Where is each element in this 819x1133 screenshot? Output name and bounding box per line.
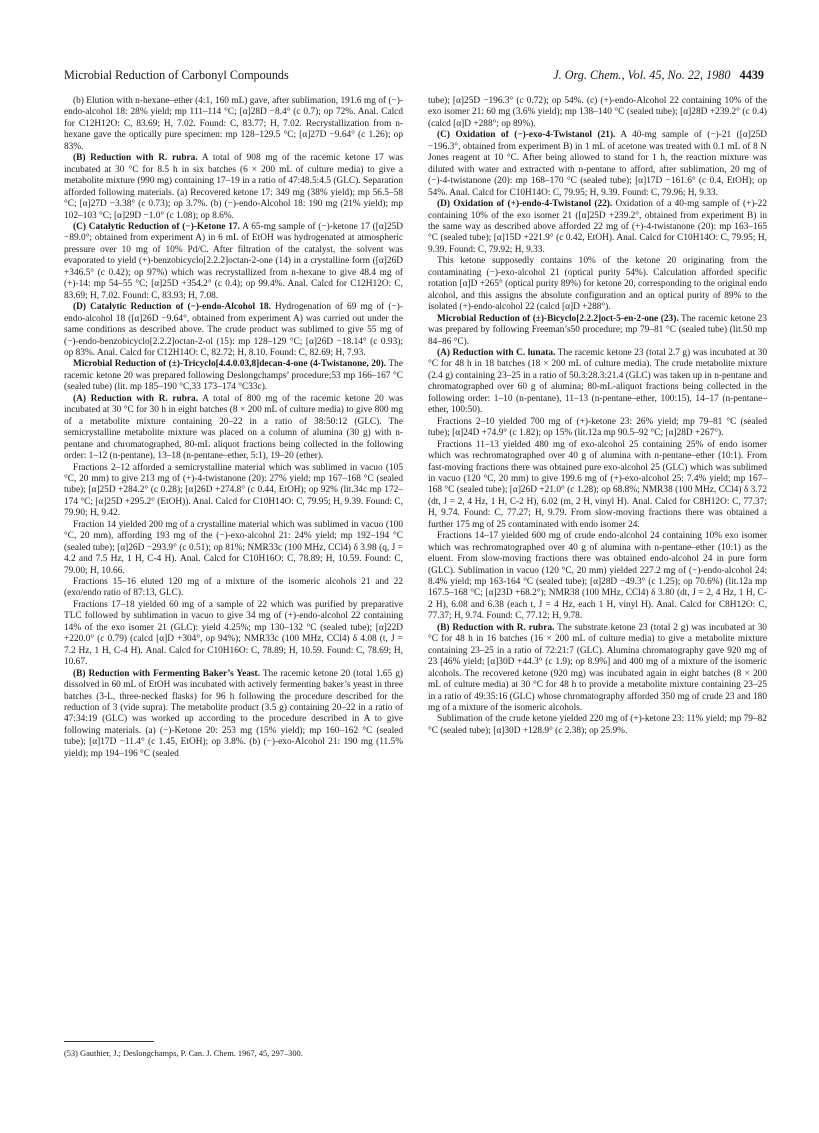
paragraph bbox=[428, 199, 767, 256]
section-heading: (A) Reduction with R. rubra. bbox=[73, 393, 199, 404]
paragraph-text: Fractions 2–10 yielded 700 mg of (+)-ketone 23: 26% yield; mp 79–81 °C (sealed tube); [α]24D +74.9° (c 1.82); op 15% (lit.12a mp 90.5–92 °C; [α]28D +267°). bbox=[428, 416, 767, 439]
paragraph-text: A total of 800 mg of the racemic ketone 20 was incubated at 30 °C for 30 h in eight batches (8 × 200 mL of culture media) to give 800 mg of a metabolite mixture containing 20–22 in a ratio of 38:50:12 (GLC). The semicrystalline metabolite mixture was placed on a column of alumina (30 g) with n-pentane and chromatographed, 80-mL aliquot fractions being collected in the following order: 1–12 (n-pentane), 13–18 (n-pentane–ether, 5:1), 19–20 (ether). bbox=[64, 393, 403, 462]
paragraph-text: A 40-mg sample of (−)-21 ([α]25D −196.3°, obtained from experiment B) in 1 mL of acetone was treated with 0.1 mL of 8 N Jones reagent at 10 °C. After being allowed to stand for 1 h, the reaction mixture was diluted with water and extracted with n-pentane to afford, after sublimation, 20 mg of (−)-4-twistanone (20): mp 168–170 °C (sealed tube); [α]17D −161.6° (c 0.4, EtOH); op 54%. Anal. Calcd for C10H14O: C, 79.95; H, 9.39. Found: C, 79.96; H, 9.33. bbox=[428, 130, 767, 198]
section-heading: Microbial Reduction of (±)-Bicyclo[2.2.2]oct-5-en-2-one (23). bbox=[437, 313, 679, 324]
paragraph bbox=[64, 600, 403, 669]
paragraph bbox=[428, 714, 767, 737]
page-number: 4439 bbox=[739, 68, 764, 82]
paragraph-text: The racemic ketone 23 was prepared by following Freeman’s50 procedure; mp 79–81 °C (sealed tube) (lit.50 mp 84–86 °C). bbox=[428, 313, 767, 347]
paragraph bbox=[64, 96, 403, 153]
section-heading: (B) Reduction with R. rubra. bbox=[437, 622, 555, 633]
header-title: Microbial Reduction of Carbonyl Compounds bbox=[64, 68, 289, 82]
paragraph-text: Oxidation of a 40-mg sample of (+)-22 containing 10% of the exo isomer 21 ([α]25D +239.2°, obtained from experiment B) in the same way as described above afforded 22 mg of (+)-4-twistanone (20): mp 163–165 °C (sealed tube); [α]15D +221.9° (c 0.42, EtOH). Anal. Calcd for C10H14O: C, 79.95; H, 9.39. Found: C, 79.92; H, 9.33. bbox=[428, 199, 768, 255]
section-heading: (D) Catalytic Reduction of (−)-endo-Alcohol 18. bbox=[73, 302, 271, 313]
paragraph-text: The racemic ketone 20 was prepared following Deslongchamps’ procedure;53 mp 166–167 °C (sealed tube) (lit. mp 185–190 °C,33 173–174 °C33c). bbox=[64, 359, 403, 393]
paragraph bbox=[428, 96, 767, 130]
paragraph bbox=[64, 463, 403, 520]
paragraph bbox=[428, 417, 767, 440]
running-header bbox=[64, 68, 764, 84]
paragraph-text: Fraction 14 yielded 200 mg of a crystalline material which was sublimed in vacuo (100 °C, 20 mm), affording 193 mg of the (−)-exo-alcohol 21: 24% yield; mp 192–194 °C (sealed tube); [α]26D −293.9° (c 0.51); op 81%; NMR33c (100 MHz, CCl4) δ 3.98 (q, J = 4.2 and 7.5 Hz, 1 H, C-4 H). Anal. Calcd for C10H16O: C, 78.89; H, 10.59. Found: C, 79.00; H, 10.66. bbox=[64, 519, 403, 576]
header-journal: J. Org. Chem., Vol. 45, No. 22, 1980 4439 bbox=[553, 68, 764, 82]
section-heading: (A) Reduction with C. lunata. bbox=[437, 347, 556, 358]
paragraph bbox=[428, 314, 767, 348]
paragraph bbox=[428, 256, 767, 313]
paragraph bbox=[428, 531, 767, 623]
paragraph bbox=[64, 153, 403, 222]
paragraph-text: Fractions 11–13 yielded 480 mg of exo-alcohol 25 containing 25% of endo isomer which was rechromatographed over 40 g of alumina with n-pentane–ether (10:1). From fast-moving fractions there was obtained pure exo-alcohol 25 (GLC) which was sublimed in vacuo (120 °C, 20 mm) to give 199.6 mg of (+)-exo-alcohol 25: 7.4% yield; mp 167–168 °C (sealed tube); [α]26D +21.0° (c 1.28); op 68.8%; NMR38 (100 MHz, CCl4) δ 3.72 (dt, J = 2, 4 Hz, 1 H, C-2 H), 6.02 (m, 2 H, vinyl H). Anal. Calcd for C8H12O: C, 77.37; H, 9.74. Found: C, 77.27; H, 9.79. From slow-moving fractions there was obtained a further 175 mg of 25 contaminated with endo isomer 24. bbox=[428, 439, 767, 530]
section-heading: Microbial Reduction of (±)-Tricyclo[4.4.0.03,8]decan-4-one (4-Twistanone, 20). bbox=[73, 359, 387, 370]
paragraph bbox=[64, 359, 403, 393]
section-heading: (B) Reduction with Fermenting Baker’s Yeast. bbox=[73, 668, 261, 679]
paragraph-text: Fractions 15–16 eluted 120 mg of a mixture of the isomeric alcohols 21 and 22 (exo/endo ratio of 87:13, GLC). bbox=[64, 577, 403, 599]
paragraph-text: Hydrogenation of 69 mg of (−)-endo-alcohol 18 ([α]26D −9.64°, obtained from experiment A) was carried out under the same conditions as described above. The crude product was sublimed to give 55 mg of (−)-endo-benzobicyclo[2.2.2]octan-2-ol (15): mp 128–129 °C; [α]26D −18.14° (c 0.93); op 83%. Anal. Calcd for C12H14O: C, 82.72; H, 8.10. Found: C, 82.69; H, 7.93. bbox=[64, 302, 403, 358]
paragraph-text: A total of 908 mg of the racemic ketone 17 was incubated at 30 °C for 8.5 h in six batches (6 × 200 mL of culture media) to give a metabolite mixture (990 mg) containing 17–19 in a ratio of 47:48.5:4.5 (GLC). Separation afforded following materials. (a) Recovered ketone 17: 349 mg (38% yield); mp 56.5–58 °C; [α]27D −3.38° (c 0.73); op 3.7%. (b) (−)-endo-Alcohol 18: 190 mg (21% yield); mp 102–103 °C; [α]29D −1.0° (c 1.08); op 8.6%. bbox=[64, 153, 403, 221]
paragraph-text: The substrate ketone 23 (total 2 g) was incubated at 30 °C for 48 h in 16 batches (16 × 200 mL of culture media) to give a metabolite mixture containing 23–25 in a ratio of 72:21:7 (GLC). Alumina chromatography gave 920 mg of 23 [46% yield; [α]30D +44.3° (c 1.9); op 8.9%] and 400 mg of a mixture of the isomeric alcohols. The recovered ketone (920 mg) was incubated again in eight batches (8 × 200 mL of culture media) at 30 °C for 48 h to provide a metabolite mixture containing 23–25 in a ratio of 49:35:16 (GLC) whose chromatography afforded 350 mg of crude 23 and 180 mg of a mixture of the isomeric alcohols. bbox=[428, 622, 767, 714]
paragraph-text: (b) Elution with n-hexane–ether (4:1, 160 mL) gave, after sublimation, 191.6 mg of (−)-endo-alcohol 18: 28% yield; mp 111–114 °C; [α]28D −8.4° (c 0.7); op 72%. Anal. Calcd for C12H12O: C, 83.69; H, 7.02. Found: C, 83.77; H, 7.02. Recrystallization from n-hexane gave the optically pure specimen: mp 128–129.5 °C; [α]27D −9.64° (c 1.26); op 83%. bbox=[64, 96, 403, 152]
paragraph-text: Fractions 2–12 afforded a semicrystalline material which was sublimed in vacuo (105 °C, 20 mm) to give 213 mg of (+)-4-twistanone (20): 27% yield; mp 167–168 °C (sealed tube); [α]25D +284.2° (c 0.28); [α]26D +274.8° (c 0.44, EtOH); op 92% (lit.34c mp 172–174 °C; [α]25D +295.2° (EtOH)). Anal. Calcd for C10H14O: C, 79.95; H, 9.39. Found: C, 79.90; H, 9.42. bbox=[64, 462, 403, 519]
paragraph bbox=[428, 440, 767, 532]
paragraph bbox=[64, 520, 403, 577]
paragraph-text: tube); [α]25D −196.3° (c 0.72); op 54%. (c) (+)-endo-Alcohol 22 containing 10% of the exo isomer 21: 60 mg (3.6% yield); mp 138–140 °C (sealed tube); [α]28D +239.2° (c 0.4) (calcd [α]D +288°; op 89%). bbox=[428, 96, 767, 129]
paragraph bbox=[64, 302, 403, 359]
left-column bbox=[64, 96, 403, 760]
paragraph-text: This ketone supposedly contains 10% of the ketone 20 originating from the contaminating (−)-exo-alcohol 21 (optical purity 54%). Calculation afforded specific rotation [α]D +265° (optical purity 89%) for ketone 20, corresponding to the original endo alcohol, and this assigns the absolute configuration and an optical purity of 89% to the isolated (+)-endo-alcohol 22 (calcd [α]D +288°). bbox=[428, 256, 767, 313]
paragraph bbox=[428, 623, 767, 715]
paragraph-text: Fractions 17–18 yielded 60 mg of a sample of 22 which was purified by preparative TLC followed by sublimation in vacuo to give 34 mg of (+)-endo-alcohol 22 containing 14% of the exo isomer 21 (GLC): yield 4.25%; mp 130–132 °C (sealed tube); [α]22D +220.0° (c 0.79) (calcd [α]D +304°, op 94%); NMR33c (100 MHz, CCl4) δ 4.08 (t, J = 7.2 Hz, 1 H, C-4 H). Anal. Calcd for C10H16O: C, 78.89; H, 10.59. Found: C, 78.69; H, 10.67. bbox=[64, 599, 403, 668]
paragraph-text: Fractions 14–17 yielded 600 mg of crude endo-alcohol 24 containing 10% exo isomer which was rechromatographed over 40 g of alumina with n-pentane–ether (10:1) as the eluent. From slow-moving fractions there was obtained endo-alcohol 24 in pure form (GLC). Sublimation in vacuo (120 °C, 20 mm) yielded 227.2 mg of (−)-endo-alcohol 24: 8.4% yield; mp 163-164 °C (sealed tube); [α]28D −49.3° (c 1.25); op 70.6%) (lit.12a mp 167.5–168 °C; [α]23D +68.2°); NMR38 (100 MHz, CCl4) δ 3.80 (dt, J = 2, 4 Hz, 1 H, C-2 H), 6.08 and 6.38 (each t, J = 4 Hz, each 1 H, vinyl H). Anal. Calcd for C8H12O: C, 77.37; H, 9.74. Found: C, 77.12; H, 9.78. bbox=[428, 531, 767, 622]
paragraph-text: Sublimation of the crude ketone yielded 220 mg of (+)-ketone 23: 11% yield; mp 79–82 °C (sealed tube); [α]30D +128.9° (c 2.38); op 25.9%. bbox=[428, 714, 767, 736]
paragraph bbox=[428, 348, 767, 417]
paragraph bbox=[428, 130, 767, 199]
section-heading: (B) Reduction with R. rubra. bbox=[73, 153, 198, 164]
paragraph-text: The racemic ketone 20 (total 1.65 g) dissolved in 60 mL of EtOH was incubated with actively fermenting baker’s yeast in three batches (3-L, three-necked flasks) for 96 h following the procedure described for the reduction of 3 (vide supra). The metabolite product (3.5 g) containing 20–22 in a ratio of 47:34:19 (GLC) was worked up according to the procedure described in A to give following materials. (a) (−)-Ketone 20: 253 mg (15% yield); mp 160–162 °C (sealed tube); [α]17D −11.4° (c 1.45, EtOH); op 3.8%. (b) (−)-exo-Alcohol 21: 190 mg (11.5% yield); mp 194–196 °C (sealed bbox=[64, 668, 403, 759]
paragraph bbox=[64, 577, 403, 600]
section-heading: (C) Oxidation of (−)-exo-4-Twistanol (21). bbox=[437, 130, 616, 141]
right-column bbox=[428, 96, 767, 737]
section-heading: (D) Oxidation of (+)-endo-4-Twistanol (22). bbox=[437, 199, 613, 210]
paragraph bbox=[64, 222, 403, 302]
paragraph-text: The racemic ketone 23 (total 2.7 g) was incubated at 30 °C for 48 h in 18 batches (18 × 200 mL of culture media). The crude metabolite mixture (2.4 g) containing 23–25 in a ratio of 50.3:28.3:21.4 (GLC) was taken up in n-pentane and chromatographed over 60 g of alumina; 80-mL-aliquot fractions being collected in the following order: 1–10 (n-pentane), 11–13 (n-pentane–ether, 100:15), 14–17 (n-pentane–ether, 100:50). bbox=[428, 347, 767, 416]
paragraph bbox=[64, 669, 403, 761]
footnote: (53) Gauthier, J.; Deslongchamps, P. Can. J. Chem. 1967, 45, 297–300. bbox=[64, 1049, 303, 1058]
footnote-rule bbox=[64, 1041, 154, 1042]
paragraph-text: A 65-mg sample of (−)-ketone 17 ([α]25D −89.0°; obtained from experiment A) in 6 mL of EtOH was hydrogenated at atmospheric pressure over 10 mg of 10% Pd/C. After filtration of the catalyst, the solvent was evaporated to yield (+)-benzobicyclo[2.2.2]octan-2-one (14) in a crystalline form ([α]26D +346.5° (c 0.42); op 97%) which was recrystallized from n-hexane to give 48.4 mg of (+)-14: mp 54–55 °C; [α]25D +354.2° (c 0.4); op 99.4%. Anal. Calcd for C12H12O: C, 83.69; H, 7.02. Found: C, 83.93; H, 7.08. bbox=[64, 221, 404, 301]
section-heading: (C) Catalytic Reduction of (−)-Ketone 17. bbox=[73, 221, 240, 232]
paragraph bbox=[64, 394, 403, 463]
